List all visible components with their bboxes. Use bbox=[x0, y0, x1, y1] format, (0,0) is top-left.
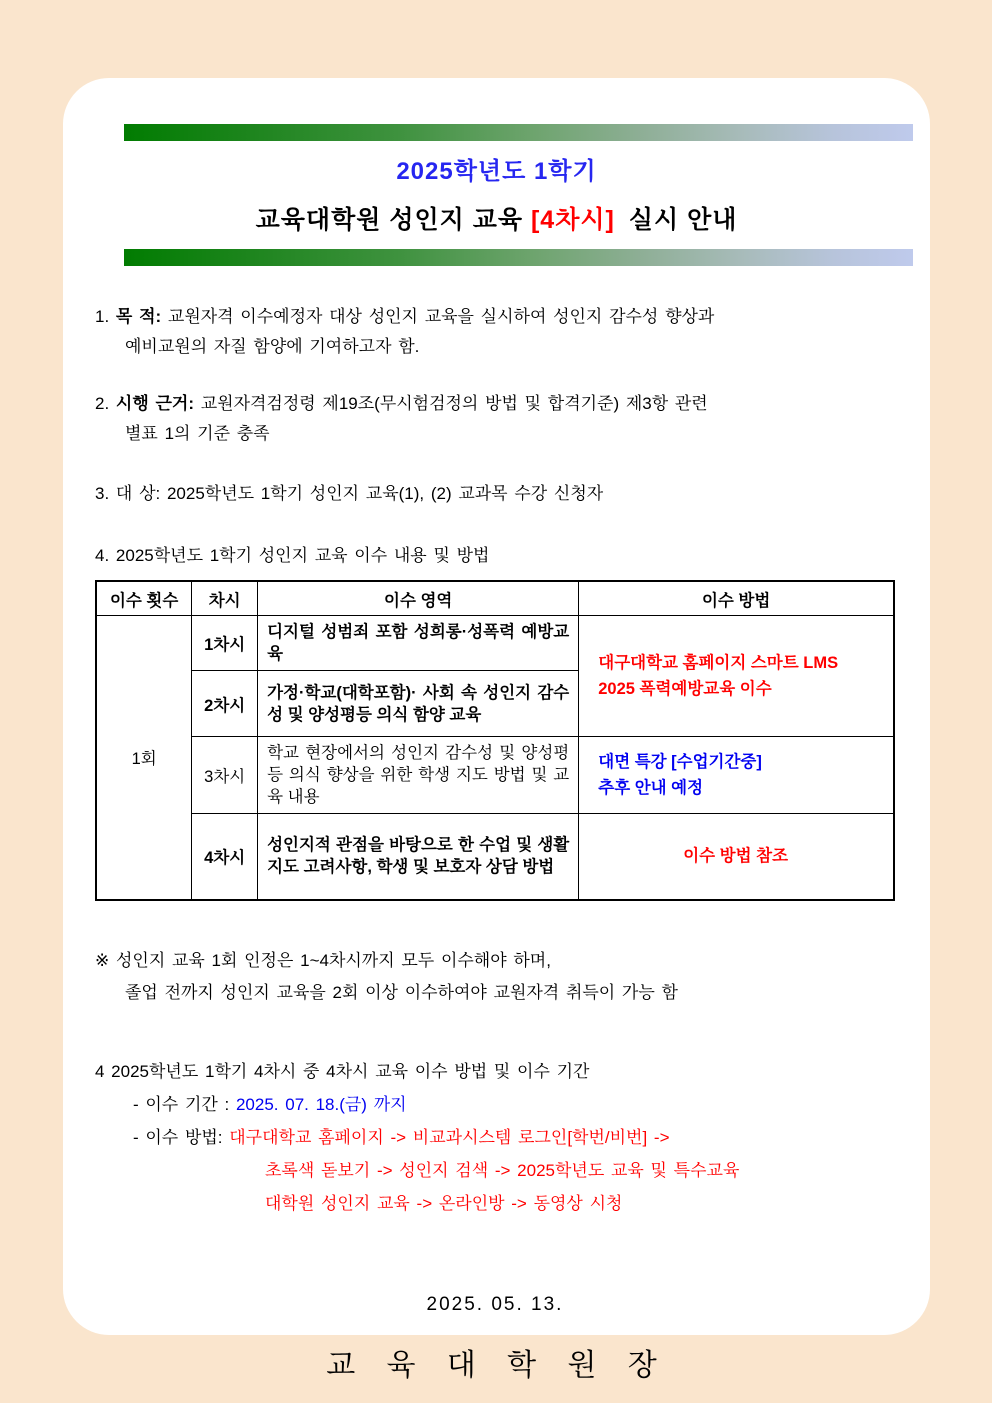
session-cell-3: 3차시 bbox=[192, 737, 258, 814]
method-cell-reference: 이수 방법 참조 bbox=[579, 814, 894, 900]
item-label: 대 상: bbox=[115, 484, 161, 503]
item-text: 2025학년도 1학기 성인지 교육(1), (2) 교과목 수강 신청자 bbox=[166, 484, 604, 503]
completion-method-section bbox=[95, 1055, 895, 1220]
session-cell-2: 2차시 bbox=[192, 671, 258, 737]
title-suffix: 실시 안내 bbox=[628, 206, 738, 234]
reference-mark: ※ bbox=[95, 950, 110, 970]
item-text: 교원자격 이수예정자 대상 성인지 교육을 실시하여 성인지 감수성 향상과 bbox=[167, 307, 715, 326]
document-main-title bbox=[63, 200, 930, 236]
method-lecture-line1: 대면 특강 [수업기간중] bbox=[598, 753, 762, 771]
list-item-table-heading bbox=[95, 541, 895, 571]
basis-line2: 별표 1의 기준 충족 bbox=[125, 424, 270, 443]
gradient-bar-top bbox=[124, 124, 913, 141]
method-step2: 초록색 돋보기 -> 성인지 검색 -> 2025학년도 교육 및 특수교육 bbox=[265, 1160, 740, 1180]
title-session-highlight: [4차시] bbox=[530, 206, 615, 234]
session-cell-4: 4차시 bbox=[192, 814, 258, 900]
purpose-line2: 예비교원의 자질 함양에 기여하고자 함. bbox=[125, 337, 420, 356]
target-line1 bbox=[95, 479, 895, 509]
area-cell-3: 학교 현장에서의 성인지 감수성 및 양성평등 의식 향상을 위한 학생 지도 방법 및 교육 내용 bbox=[258, 737, 579, 814]
method-lms-line1: 대구대학교 홈페이지 스마트 LMS bbox=[598, 654, 839, 672]
item-number: 2. bbox=[95, 394, 110, 413]
signature-dean: 교 육 대 학 원 장 bbox=[326, 1348, 664, 1382]
item-label: 목 적: bbox=[115, 307, 162, 326]
document-card bbox=[63, 78, 930, 1382]
table-header-row bbox=[96, 581, 894, 616]
period-label: - 이수 기간 : bbox=[133, 1094, 236, 1114]
table-row bbox=[96, 814, 894, 900]
method-lecture-line2: 추후 안내 예정 bbox=[598, 779, 704, 797]
period-line bbox=[133, 1088, 895, 1121]
method-step3: 대학원 성인지 교육 -> 온라인방 -> 동영상 시청 bbox=[265, 1193, 623, 1213]
area-cell-1: 디지털 성범죄 포함 성희롱·성폭력 예방교육 bbox=[258, 616, 579, 671]
item-label: 시행 근거: bbox=[115, 394, 194, 413]
purpose-line1 bbox=[95, 302, 895, 332]
section-heading: 4 2025학년도 1학기 4차시 중 4차시 교육 이수 방법 및 이수 기간 bbox=[95, 1061, 590, 1081]
header-session: 차시 bbox=[192, 581, 258, 616]
method-cell-lecture bbox=[579, 737, 894, 814]
note-line1 bbox=[95, 945, 895, 977]
period-value: 2025. 07. 18.(금) 까지 bbox=[235, 1094, 407, 1114]
area-cell-4: 성인지적 관점을 바탕으로 한 수업 및 생활지도 고려사항, 학생 및 보호자 상담 방법 bbox=[258, 814, 579, 900]
session-cell-1: 1차시 bbox=[192, 616, 258, 671]
method-label: - 이수 방법: bbox=[133, 1127, 230, 1147]
title-prefix: 교육대학원 성인지 교육 bbox=[255, 206, 531, 234]
document-body bbox=[63, 302, 930, 1384]
method-lms-line2: 2025 폭력예방교육 이수 bbox=[598, 680, 772, 698]
list-item-purpose bbox=[95, 302, 895, 362]
item-number: 4. bbox=[95, 546, 110, 565]
list-item-target bbox=[95, 479, 895, 509]
method-step1: 대구대학교 홈페이지 -> 비교과시스템 로그인[학번/비번] -> bbox=[229, 1127, 670, 1147]
table-heading-line bbox=[95, 541, 895, 571]
count-cell: 1회 bbox=[96, 616, 192, 900]
header-count: 이수 횟수 bbox=[96, 581, 192, 616]
area-cell-2: 가정·학교(대학포함)· 사회 속 성인지 감수성 및 양성평등 의식 함양 교육 bbox=[258, 671, 579, 737]
table-row bbox=[96, 616, 894, 671]
gradient-bar-bottom bbox=[124, 249, 913, 266]
header-area: 이수 영역 bbox=[258, 581, 579, 616]
basis-line1 bbox=[95, 389, 895, 419]
list-item-basis bbox=[95, 389, 895, 449]
document-date: 2025. 05. 13. bbox=[426, 1293, 564, 1315]
note-block bbox=[95, 945, 895, 1009]
item-number: 1. bbox=[95, 307, 110, 326]
method-cell-lms bbox=[579, 616, 894, 737]
document-semester-title: 2025학년도 1학기 bbox=[396, 158, 597, 185]
item-text: 2025학년도 1학기 성인지 교육 이수 내용 및 방법 bbox=[115, 546, 490, 565]
table-row bbox=[96, 737, 894, 814]
note-line2: 졸업 전까지 성인지 교육을 2회 이상 이수하여야 교원자격 취득이 가능 함 bbox=[125, 982, 678, 1002]
item-number: 3. bbox=[95, 484, 110, 503]
item-text: 교원자격검정령 제19조(무시험검정의 방법 및 합격기준) 제3항 관련 bbox=[200, 394, 708, 413]
header-method: 이수 방법 bbox=[579, 581, 894, 616]
note-text1: 성인지 교육 1회 인정은 1~4차시까지 모두 이수해야 하며, bbox=[115, 950, 551, 970]
education-table bbox=[95, 580, 895, 901]
method-line bbox=[133, 1121, 895, 1154]
